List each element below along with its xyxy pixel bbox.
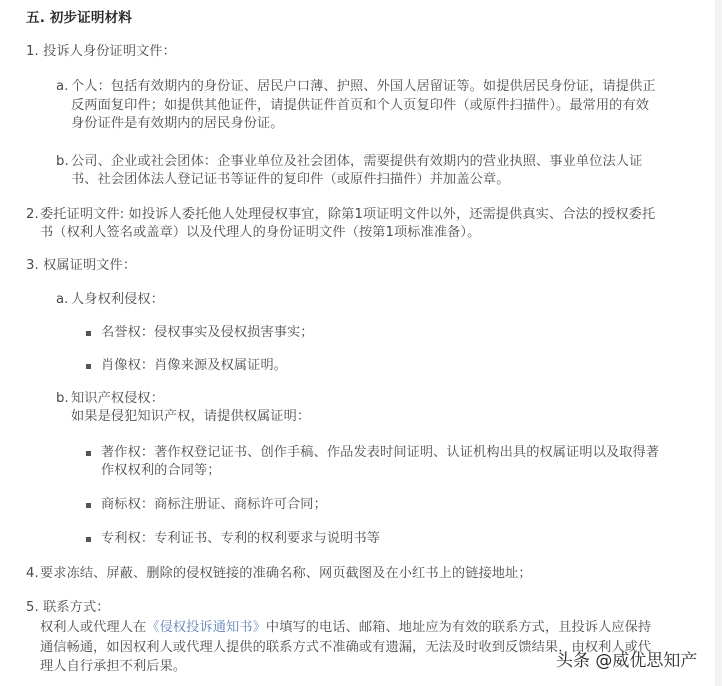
item-label: 投诉人身份证明文件： — [43, 44, 176, 59]
bullet-text: 名誉权：侵权事实及侵权损害事实； — [101, 325, 314, 340]
square-bullet-icon — [86, 503, 91, 508]
item-label: 联系方式： — [43, 600, 110, 615]
list-item-5-line-1 — [40, 619, 651, 637]
list-item-2-text: 书（权利人签名或盖章）以及代理人的身份证明文件（按第1项标准准备）。 — [40, 225, 481, 240]
item-label: 权属证明文件： — [43, 258, 137, 273]
item-marker: 2. — [26, 207, 39, 222]
list-item-1 — [26, 43, 176, 61]
sub-item-marker: a. — [56, 292, 69, 307]
square-bullet-icon — [86, 537, 91, 542]
sub-item-label: 人身权利侵权： — [71, 292, 165, 307]
section-title: 五. 初步证明材料 — [26, 10, 132, 26]
list-item-2-text: 委托证明文件: 如投诉人委托他人处理侵权事宜，除第1项证明文件以外，还需提供真实、合法的授权委托 — [40, 207, 656, 222]
list-item-5-line-2: 通信畅通，如因权利人或代理人提供的联系方式不准确或有遗漏，无法及时收到反馈结果，由权利人或代 — [40, 640, 652, 655]
sub-item-label: 知识产权侵权： — [71, 391, 165, 406]
sub-item-marker: a. — [56, 79, 69, 94]
square-bullet-icon — [86, 364, 91, 369]
square-bullet-icon — [86, 451, 91, 456]
list-item-4-text: 要求冻结、屏蔽、删除的侵权链接的准确名称、网页截图及在小红书上的链接地址； — [40, 566, 532, 581]
sub-item-sublabel: 如果是侵犯知识产权，请提供权属证明： — [71, 409, 311, 424]
item-marker: 4. — [26, 566, 39, 581]
item-marker: 3. — [26, 258, 39, 273]
bullet-text: 作权权利的合同等； — [101, 463, 221, 478]
sub-item-marker: b. — [56, 154, 69, 169]
bullet-text: 肖像权：肖像来源及权属证明。 — [101, 358, 288, 373]
text: 权利人或代理人在 — [40, 620, 147, 635]
bullet-text: 商标权：商标注册证、商标许可合同； — [101, 497, 327, 512]
list-item-5-line-3: 理人自行承担不利后果。 — [40, 659, 187, 674]
sub-item-text: 个人：包括有效期内的身份证、居民户口薄、护照、外国人居留证等。如提供居民身份证，请提供正 — [71, 79, 656, 94]
sub-item-text: 书、社会团体法人登记证书等证件的复印件（或原件扫描件）并加盖公章。 — [71, 172, 510, 187]
page-edge — [715, 0, 722, 686]
square-bullet-icon — [86, 331, 91, 336]
list-item-5 — [26, 599, 110, 617]
watermark: 头条 @威优思知产 — [556, 651, 698, 671]
item-marker: 5. — [26, 600, 39, 615]
sub-item-text: 公司、企业或社会团体：企事业单位及社会团体，需要提供有效期内的营业执照、事业单位法人证 — [71, 154, 643, 169]
sub-item-text: 身份证件是有效期内的居民身份证。 — [71, 116, 284, 131]
sub-item-marker: b. — [56, 391, 69, 406]
sub-item-text: 反两面复印件；如提供其他证件，请提供证件首页和个人页复印件（或原件扫描件）。最常用的有效 — [71, 98, 650, 113]
complaint-notice-link[interactable]: 《侵权投诉通知书》 — [146, 620, 266, 635]
list-item-3 — [26, 257, 136, 275]
bullet-text: 专利权：专利证书、专利的权利要求与说明书等 — [101, 531, 381, 546]
item-marker: 1. — [26, 44, 39, 59]
bullet-text: 著作权：著作权登记证书、创作手稿、作品发表时间证明、认证机构出具的权属证明以及取得著 — [101, 445, 660, 460]
text: 中填写的电话、邮箱、地址应为有效的联系方式，且投诉人应保持 — [265, 620, 652, 635]
